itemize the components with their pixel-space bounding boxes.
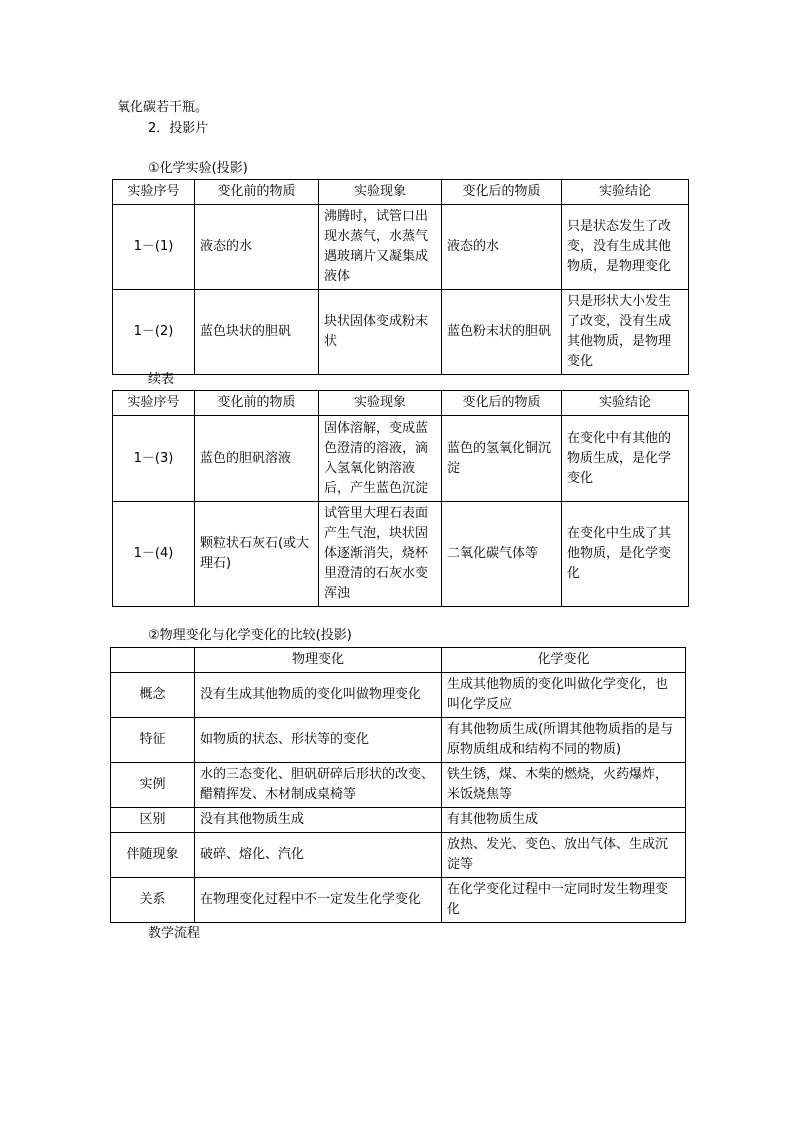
table-row xyxy=(111,763,686,808)
table-row xyxy=(113,290,689,375)
table-cell: 铁生锈，煤、木柴的燃烧，火药爆炸，米饭烧焦等 xyxy=(442,763,686,808)
footer-heading: 教学流程 xyxy=(148,926,201,941)
table-header-row xyxy=(111,648,686,673)
table-cell: 在变化中有其他的物质生成，是化学变化 xyxy=(562,416,689,502)
column-header: 变化后的物质 xyxy=(442,180,562,205)
section-heading: 2．投影片 xyxy=(148,121,209,136)
table-cell: 蓝色粉末状的胆矾 xyxy=(442,290,562,375)
table-row xyxy=(111,718,686,763)
table-header-row xyxy=(113,180,689,205)
column-header: 变化后的物质 xyxy=(442,391,562,416)
table-header-row xyxy=(113,391,689,416)
continued-label: 续表 xyxy=(148,372,175,387)
column-header: 实验现象 xyxy=(319,180,442,205)
row-label-cell: 概念 xyxy=(111,673,195,718)
row-label-cell: 区别 xyxy=(111,808,195,833)
intro-line: 氧化碳若干瓶。 xyxy=(117,100,209,115)
table-cell: 蓝色块状的胆矾 xyxy=(195,290,319,375)
column-header: 实验序号 xyxy=(113,391,195,416)
table-cell: 水的三态变化、胆矾研碎后形状的改变、醋精挥发、木材制成桌椅等 xyxy=(195,763,442,808)
row-label-cell: 关系 xyxy=(111,878,195,923)
table-cell: 只是形状大小发生了改变，没有生成其他物质，是物理变化 xyxy=(562,290,689,375)
column-header: 实验序号 xyxy=(113,180,195,205)
comparison-table-caption: ②物理变化与化学变化的比较(投影) xyxy=(148,628,352,643)
table-cell: 颗粒状石灰石(或大理石) xyxy=(195,502,319,607)
table-cell: 如物质的状态、形状等的变化 xyxy=(195,718,442,763)
row-label-cell: 1－(2) xyxy=(113,290,195,375)
table-row xyxy=(111,673,686,718)
column-header: 变化前的物质 xyxy=(195,391,319,416)
table-cell: 蓝色的胆矾溶液 xyxy=(195,416,319,502)
table-cell: 液态的水 xyxy=(442,205,562,290)
experiment-table-caption: ①化学实验(投影) xyxy=(148,161,248,176)
column-header: 化学变化 xyxy=(442,648,686,673)
table-cell: 在变化中生成了其他物质，是化学变化 xyxy=(562,502,689,607)
table-cell: 液态的水 xyxy=(195,205,319,290)
table-row xyxy=(113,205,689,290)
table-cell: 生成其他物质的变化叫做化学变化，也叫化学反应 xyxy=(442,673,686,718)
table-cell: 没有其他物质生成 xyxy=(195,808,442,833)
row-label-cell: 1－(3) xyxy=(113,416,195,502)
row-label-cell: 1－(4) xyxy=(113,502,195,607)
comparison-table xyxy=(110,647,686,923)
table-cell: 有其他物质生成 xyxy=(442,808,686,833)
column-header xyxy=(111,648,195,673)
column-header: 实验结论 xyxy=(562,180,689,205)
table-cell: 蓝色的氢氧化铜沉淀 xyxy=(442,416,562,502)
table-cell: 没有生成其他物质的变化叫做物理变化 xyxy=(195,673,442,718)
table-cell: 在化学变化过程中一定同时发生物理变化 xyxy=(442,878,686,923)
table-cell: 只是状态发生了改变，没有生成其他物质，是物理变化 xyxy=(562,205,689,290)
row-label-cell: 特征 xyxy=(111,718,195,763)
table-cell: 二氧化碳气体等 xyxy=(442,502,562,607)
row-label-cell: 1－(1) xyxy=(113,205,195,290)
column-header: 物理变化 xyxy=(195,648,442,673)
table-row xyxy=(111,878,686,923)
table-row xyxy=(111,808,686,833)
table-row xyxy=(111,833,686,878)
table-row xyxy=(113,502,689,607)
table-cell: 放热、发光、变色、放出气体、生成沉淀等 xyxy=(442,833,686,878)
row-label-cell: 伴随现象 xyxy=(111,833,195,878)
table-cell: 块状固体变成粉末状 xyxy=(319,290,442,375)
column-header: 实验现象 xyxy=(319,391,442,416)
column-header: 变化前的物质 xyxy=(195,180,319,205)
table-cell: 有其他物质生成(所谓其他物质指的是与原物质组成和结构不同的物质) xyxy=(442,718,686,763)
table-cell: 破碎、熔化、汽化 xyxy=(195,833,442,878)
table-cell: 试管里大理石表面产生气泡，块状固体逐渐消失，烧杯里澄清的石灰水变浑浊 xyxy=(319,502,442,607)
table-cell: 沸腾时，试管口出现水蒸气，水蒸气遇玻璃片又凝集成液体 xyxy=(319,205,442,290)
table-cell: 在物理变化过程中不一定发生化学变化 xyxy=(195,878,442,923)
row-label-cell: 实例 xyxy=(111,763,195,808)
table-row xyxy=(113,416,689,502)
column-header: 实验结论 xyxy=(562,391,689,416)
table-cell: 固体溶解，变成蓝色澄清的溶液，滴入氢氧化钠溶液后，产生蓝色沉淀 xyxy=(319,416,442,502)
experiment-table xyxy=(112,179,689,375)
experiment-table-continued xyxy=(112,390,689,607)
